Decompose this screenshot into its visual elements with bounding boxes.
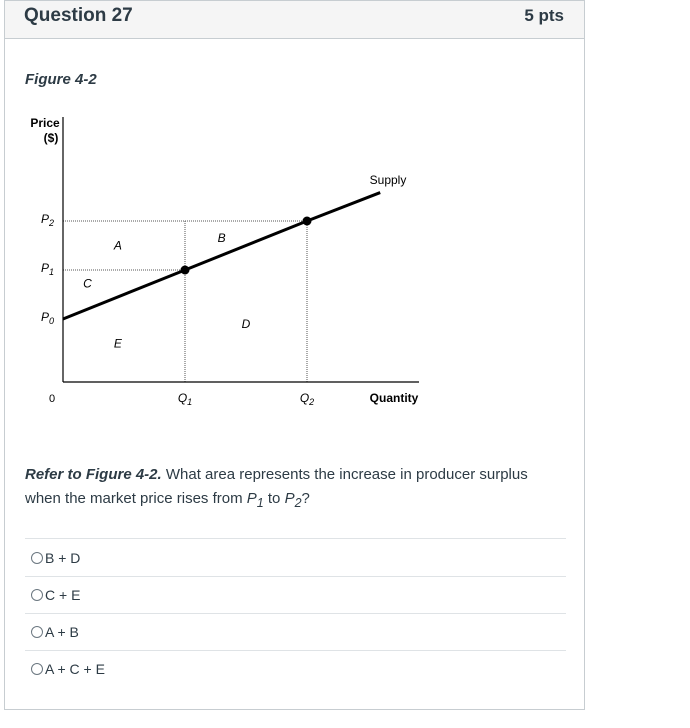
x-tick-q2: $Q_2$ <box>299 391 315 407</box>
answer-label: B + D <box>45 549 81 566</box>
question-card <box>4 0 585 710</box>
radio-button[interactable] <box>31 626 43 638</box>
answer-label: A + C + E <box>45 661 105 677</box>
question-text <box>25 463 565 515</box>
price-p1: $P_1$ <box>246 490 264 510</box>
figure-title: Figure 4-2 <box>25 71 97 88</box>
area-label-b: B <box>217 231 226 246</box>
x-tick-q1: $Q_1$ <box>177 391 193 407</box>
x-axis-title: Quantity <box>369 391 419 405</box>
question-points: 5 pts <box>524 6 564 25</box>
area-label-d: D <box>241 316 251 331</box>
question-prompt-mid: to <box>263 490 285 507</box>
area-label-c: C <box>83 276 92 291</box>
radio-button[interactable] <box>31 663 43 675</box>
question-figure-ref: Refer to Figure 4-2. <box>25 466 162 483</box>
answer-option[interactable] <box>25 576 566 613</box>
area-label-a: A <box>113 238 122 253</box>
y-axis-unit: ($) <box>43 131 59 145</box>
supply-curve <box>63 193 380 319</box>
radio-button[interactable] <box>31 552 43 564</box>
answer-option[interactable] <box>25 650 566 687</box>
origin-label: 0 <box>48 393 56 405</box>
supply-label: Supply <box>369 173 407 187</box>
y-axis-title: Price <box>30 116 60 130</box>
question-prompt-end: ? <box>301 490 310 507</box>
answer-list <box>25 538 566 687</box>
question-header <box>5 1 584 39</box>
radio-button[interactable] <box>31 589 43 601</box>
equilibrium-point-q1 <box>181 266 190 275</box>
supply-chart <box>21 109 441 409</box>
question-prompt: What area represents the increase in producer surplus when the market price rises from <box>25 466 528 507</box>
question-title: Question 27 <box>24 5 133 26</box>
y-tick-p2: $P_2$ <box>40 212 54 228</box>
answer-label: C + E <box>45 587 81 603</box>
y-tick-p0: $P_0$ <box>40 310 54 326</box>
price-p2: $P_2$ <box>284 490 302 510</box>
answer-label: A + B <box>45 624 79 640</box>
answer-option[interactable] <box>25 613 566 650</box>
area-label-e: E <box>113 336 122 351</box>
equilibrium-point-q2 <box>303 217 312 226</box>
answer-option[interactable] <box>25 538 566 576</box>
y-tick-p1: $P_1$ <box>40 261 54 277</box>
